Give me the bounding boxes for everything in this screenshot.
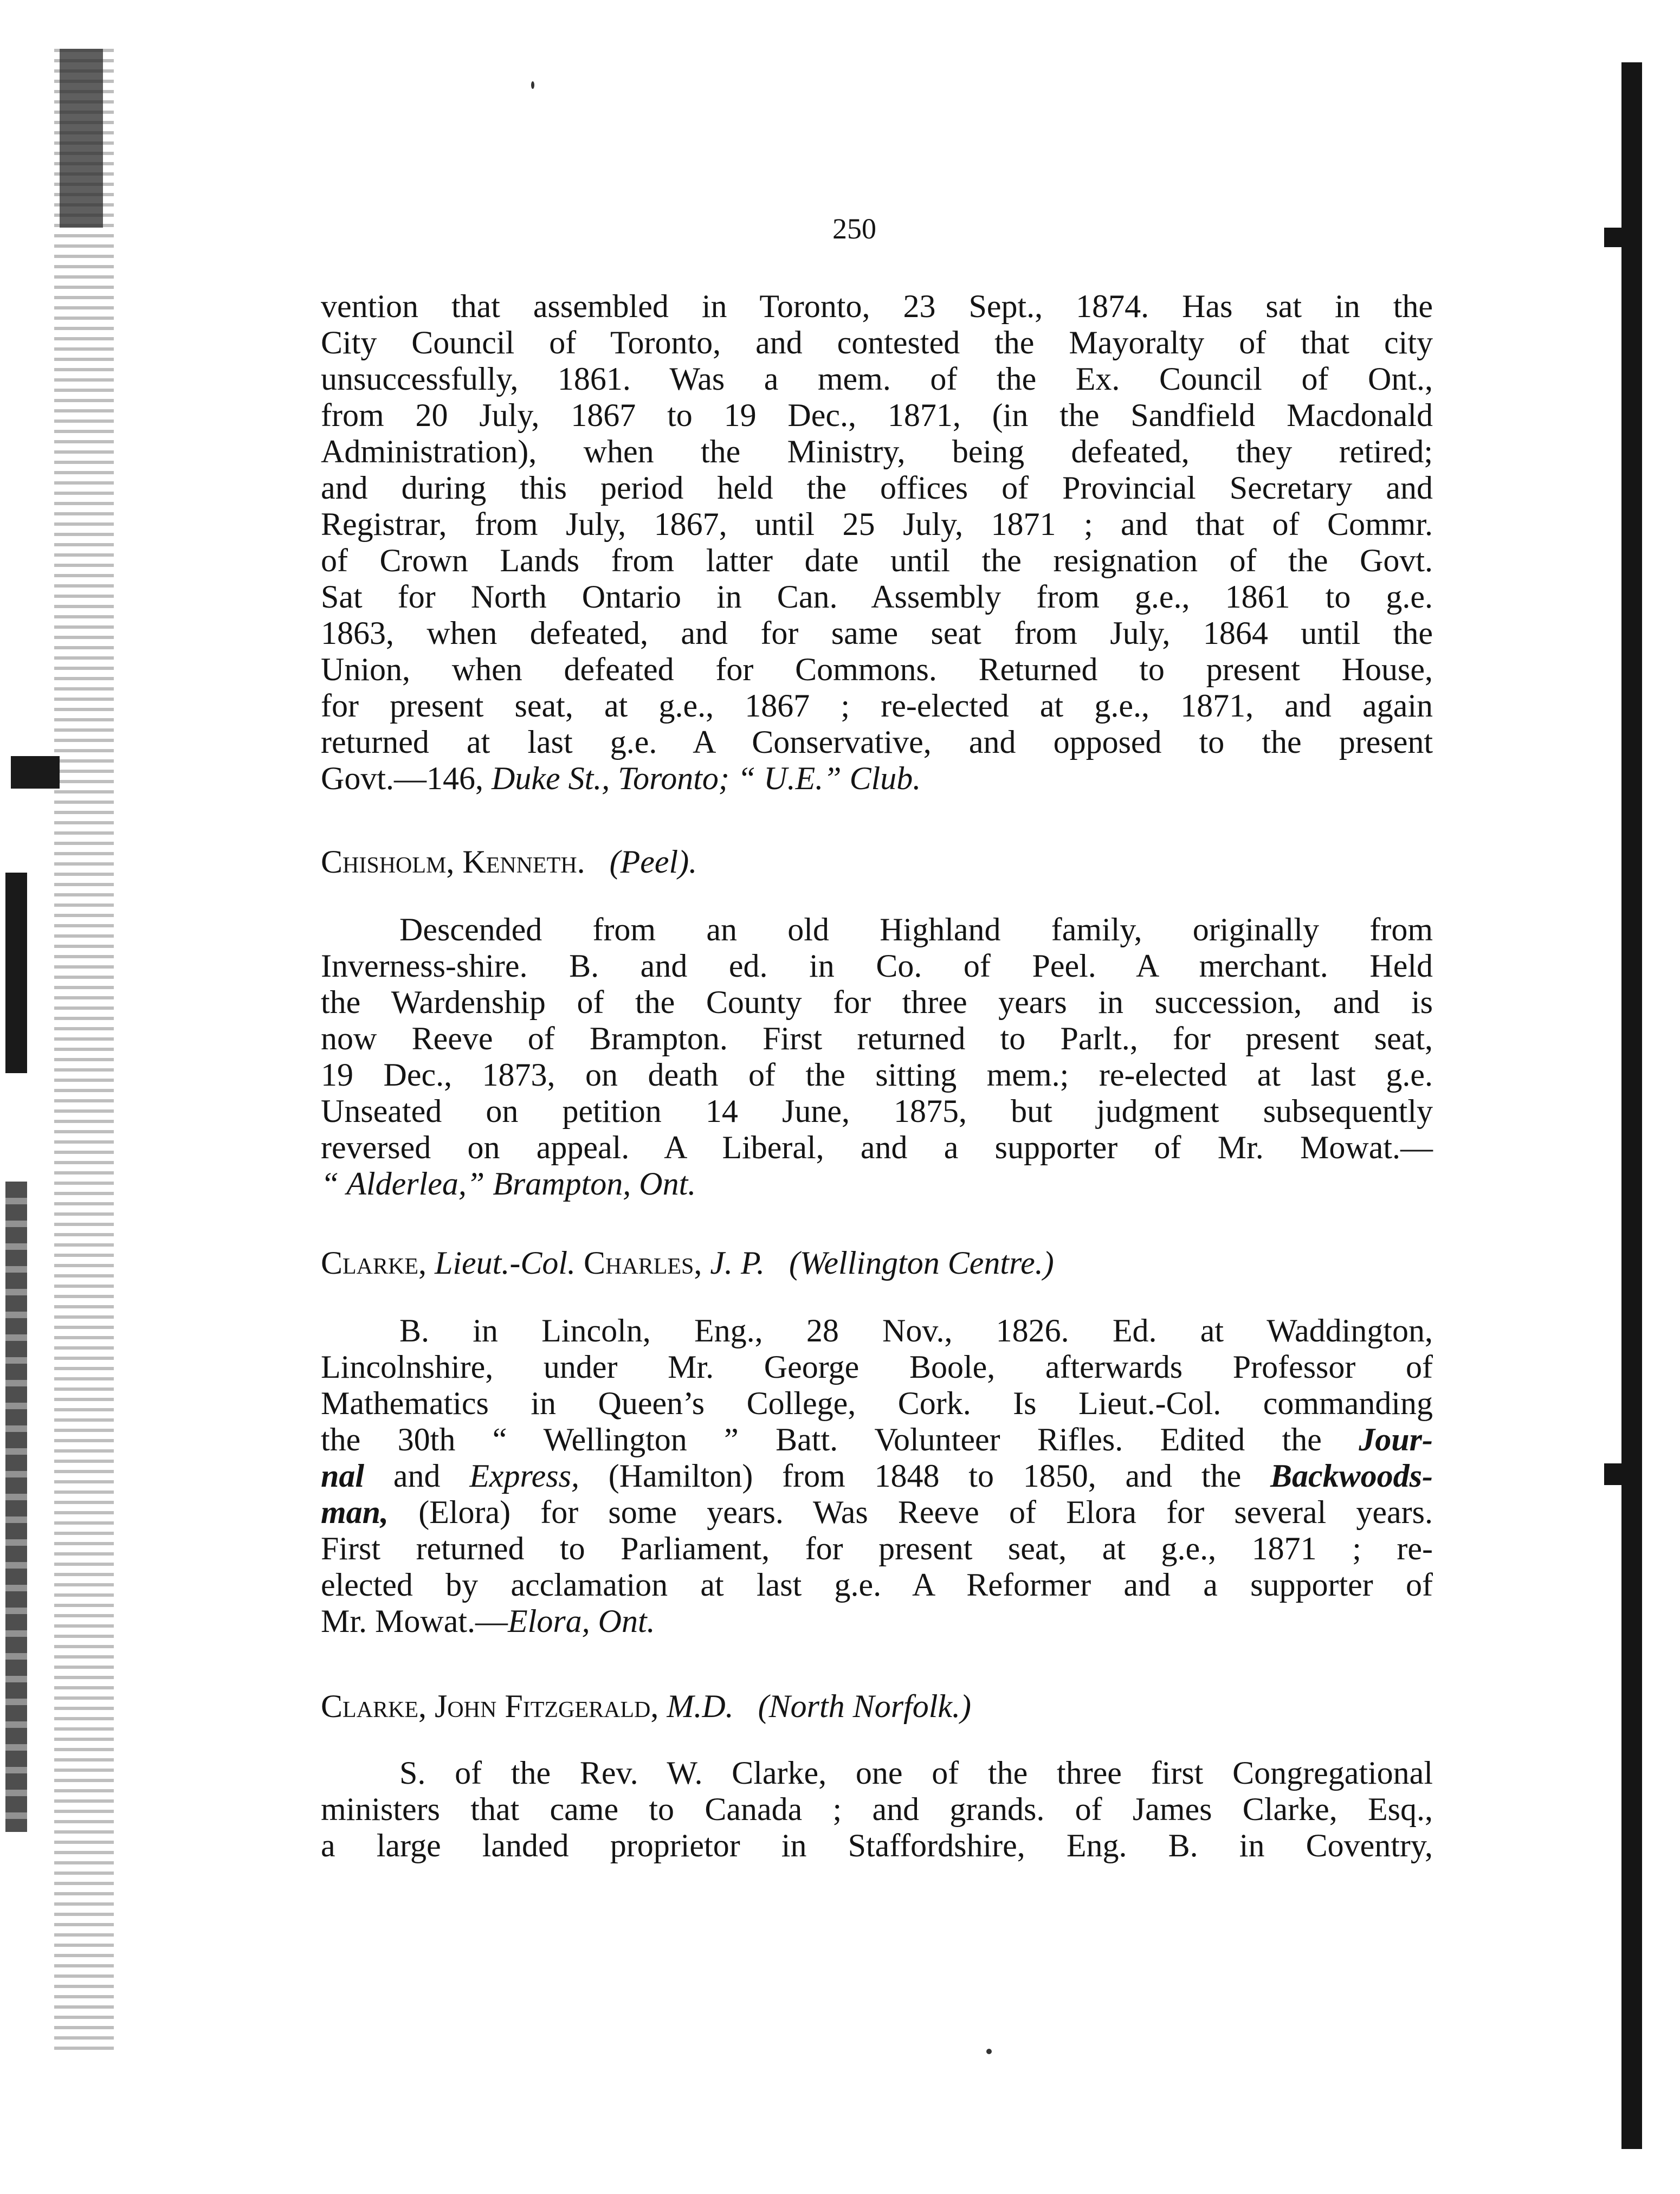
entry-heading-clarke-john xyxy=(321,1690,971,1722)
text-line: 1863, when defeated, and for same seat from July, 1864 until the xyxy=(321,615,1433,651)
member-surname: Clarke, xyxy=(321,1245,427,1281)
text-line xyxy=(321,1458,1433,1494)
riding-name: (North Norfolk.) xyxy=(758,1688,971,1724)
text-line xyxy=(321,1494,1433,1531)
scan-edge-left-dark-top xyxy=(60,49,103,228)
text-line: Sat for North Ontario in Can. Assembly from g.e., 1861 to g.e. xyxy=(321,579,1433,615)
text-fragment: (Elora) for some years. Was Reeve of Elora for several years. xyxy=(389,1494,1433,1530)
paragraph-clarke-charles xyxy=(321,1313,1433,1640)
text-line: elected by acclamation at last g.e. A Reformer and a supporter of xyxy=(321,1567,1433,1603)
text-line: City Council of Toronto, and contested the Mayoralty of that city xyxy=(321,325,1433,360)
text-line: from 20 July, 1867 to 19 Dec., 1871, (in the Sandfield Macdonald xyxy=(321,397,1433,433)
text-line: Union, when defeated for Commons. Returned to present House, xyxy=(321,651,1433,687)
publication-title: nal xyxy=(321,1458,365,1494)
text-line: 19 Dec., 1873, on death of the sitting mem.; re-elected at last g.e. xyxy=(321,1057,1433,1093)
entry-heading-clarke-charles xyxy=(321,1247,1054,1279)
text-fragment: Mr. Mowat.— xyxy=(321,1603,508,1639)
text-fragment: and xyxy=(364,1458,470,1494)
riding-name: (Wellington Centre.) xyxy=(789,1245,1054,1281)
publication-title: man, xyxy=(321,1494,389,1530)
text-line xyxy=(321,1422,1433,1458)
text-line: reversed on appeal. A Liberal, and a supporter of Mr. Mowat.— xyxy=(321,1130,1433,1165)
scan-edge-left-dark-mid xyxy=(5,873,27,1073)
text-line: unsuccessfully, 1861. Was a mem. of the Ex. Council of Ont., xyxy=(321,361,1433,397)
text-fragment: Govt.—146, xyxy=(321,760,492,796)
publication-title: Jour- xyxy=(1359,1422,1433,1457)
text-line: vention that assembled in Toronto, 23 Sept., 1874. Has sat in the xyxy=(321,288,1433,324)
paragraph-chisholm xyxy=(321,912,1433,1202)
text-line: First returned to Parliament, for present seat, at g.e., 1871 ; re- xyxy=(321,1531,1433,1566)
text-line: Mathematics in Queen’s College, Cork. Is Lieut.-Col. commanding xyxy=(321,1385,1433,1421)
text-fragment: the 30th “ Wellington ” Batt. Volunteer Rifles. Edited the xyxy=(321,1422,1322,1457)
scan-edge-right-notch-top xyxy=(1604,228,1626,247)
text-line: Lincolnshire, under Mr. George Boole, afterwards Professor of xyxy=(321,1349,1433,1385)
text-line: now Reeve of Brampton. First returned to Parlt., for present seat, xyxy=(321,1021,1433,1056)
text-line: Registrar, from July, 1867, until 25 July, 1871 ; and that of Commr. xyxy=(321,506,1433,542)
address-text: “ Alderlea,” Brampton, Ont. xyxy=(321,1166,696,1202)
member-name: Clarke, John Fitzgerald, xyxy=(321,1688,659,1724)
text-line: a large landed proprietor in Staffordshire, Eng. B. in Coventry, xyxy=(321,1828,1433,1863)
member-postnominal: J. P. xyxy=(710,1245,765,1281)
text-line: Unseated on petition 14 June, 1875, but judgment subsequently xyxy=(321,1093,1433,1129)
scan-edge-left xyxy=(54,49,114,2054)
address-text: Duke St., Toronto; “ U.E.” Club. xyxy=(492,760,921,796)
scan-edge-right xyxy=(1621,62,1642,2149)
text-line: Inverness-shire. B. and ed. in Co. of Peel. A merchant. Held xyxy=(321,948,1433,984)
text-line: Administration), when the Ministry, being defeated, they retired; xyxy=(321,434,1433,469)
address-text: Elora, Ont. xyxy=(508,1603,655,1639)
scan-speck xyxy=(531,81,534,89)
entry-heading-chisholm xyxy=(321,846,697,878)
text-line: ministers that came to Canada ; and grands. of James Clarke, Esq., xyxy=(321,1791,1433,1827)
publication-title: Backwoods- xyxy=(1270,1458,1433,1494)
text-line: the Wardenship of the County for three years in succession, and is xyxy=(321,984,1433,1020)
text-line: for present seat, at g.e., 1867 ; re-elected at g.e., 1871, and again xyxy=(321,688,1433,724)
text-line: of Crown Lands from latter date until the resignation of the Govt. xyxy=(321,543,1433,578)
scan-edge-right-notch-mid xyxy=(1604,1463,1626,1485)
riding-name: (Peel). xyxy=(609,844,697,880)
paragraph-clarke-john xyxy=(321,1755,1433,1864)
member-title: Lieut.-Col. xyxy=(435,1245,576,1281)
text-line: and during this period held the offices of Provincial Secretary and xyxy=(321,470,1433,506)
text-line: Descended from an old Highland family, originally from xyxy=(399,912,1433,947)
member-name: Chisholm, Kenneth. xyxy=(321,844,585,880)
scan-mark-left xyxy=(11,756,60,789)
paragraph-continuation xyxy=(321,288,1433,797)
text-line xyxy=(321,760,1433,797)
text-line xyxy=(321,1603,1433,1640)
member-given-name: Charles, xyxy=(584,1245,702,1281)
text-fragment: (Hamilton) from 1848 to 1850, and the xyxy=(579,1458,1270,1494)
member-postnominal: M.D. xyxy=(667,1688,734,1724)
text-line: S. of the Rev. W. Clarke, one of the three first Congregational xyxy=(399,1755,1433,1791)
page-number: 250 xyxy=(832,212,876,245)
publication-title: Express, xyxy=(469,1458,579,1494)
text-line: returned at last g.e. A Conservative, and opposed to the present xyxy=(321,724,1433,760)
scan-speck xyxy=(986,2049,992,2054)
scan-edge-left-dark-lower xyxy=(5,1182,27,1832)
text-line: B. in Lincoln, Eng., 28 Nov., 1826. Ed. at Waddington, xyxy=(399,1313,1433,1348)
